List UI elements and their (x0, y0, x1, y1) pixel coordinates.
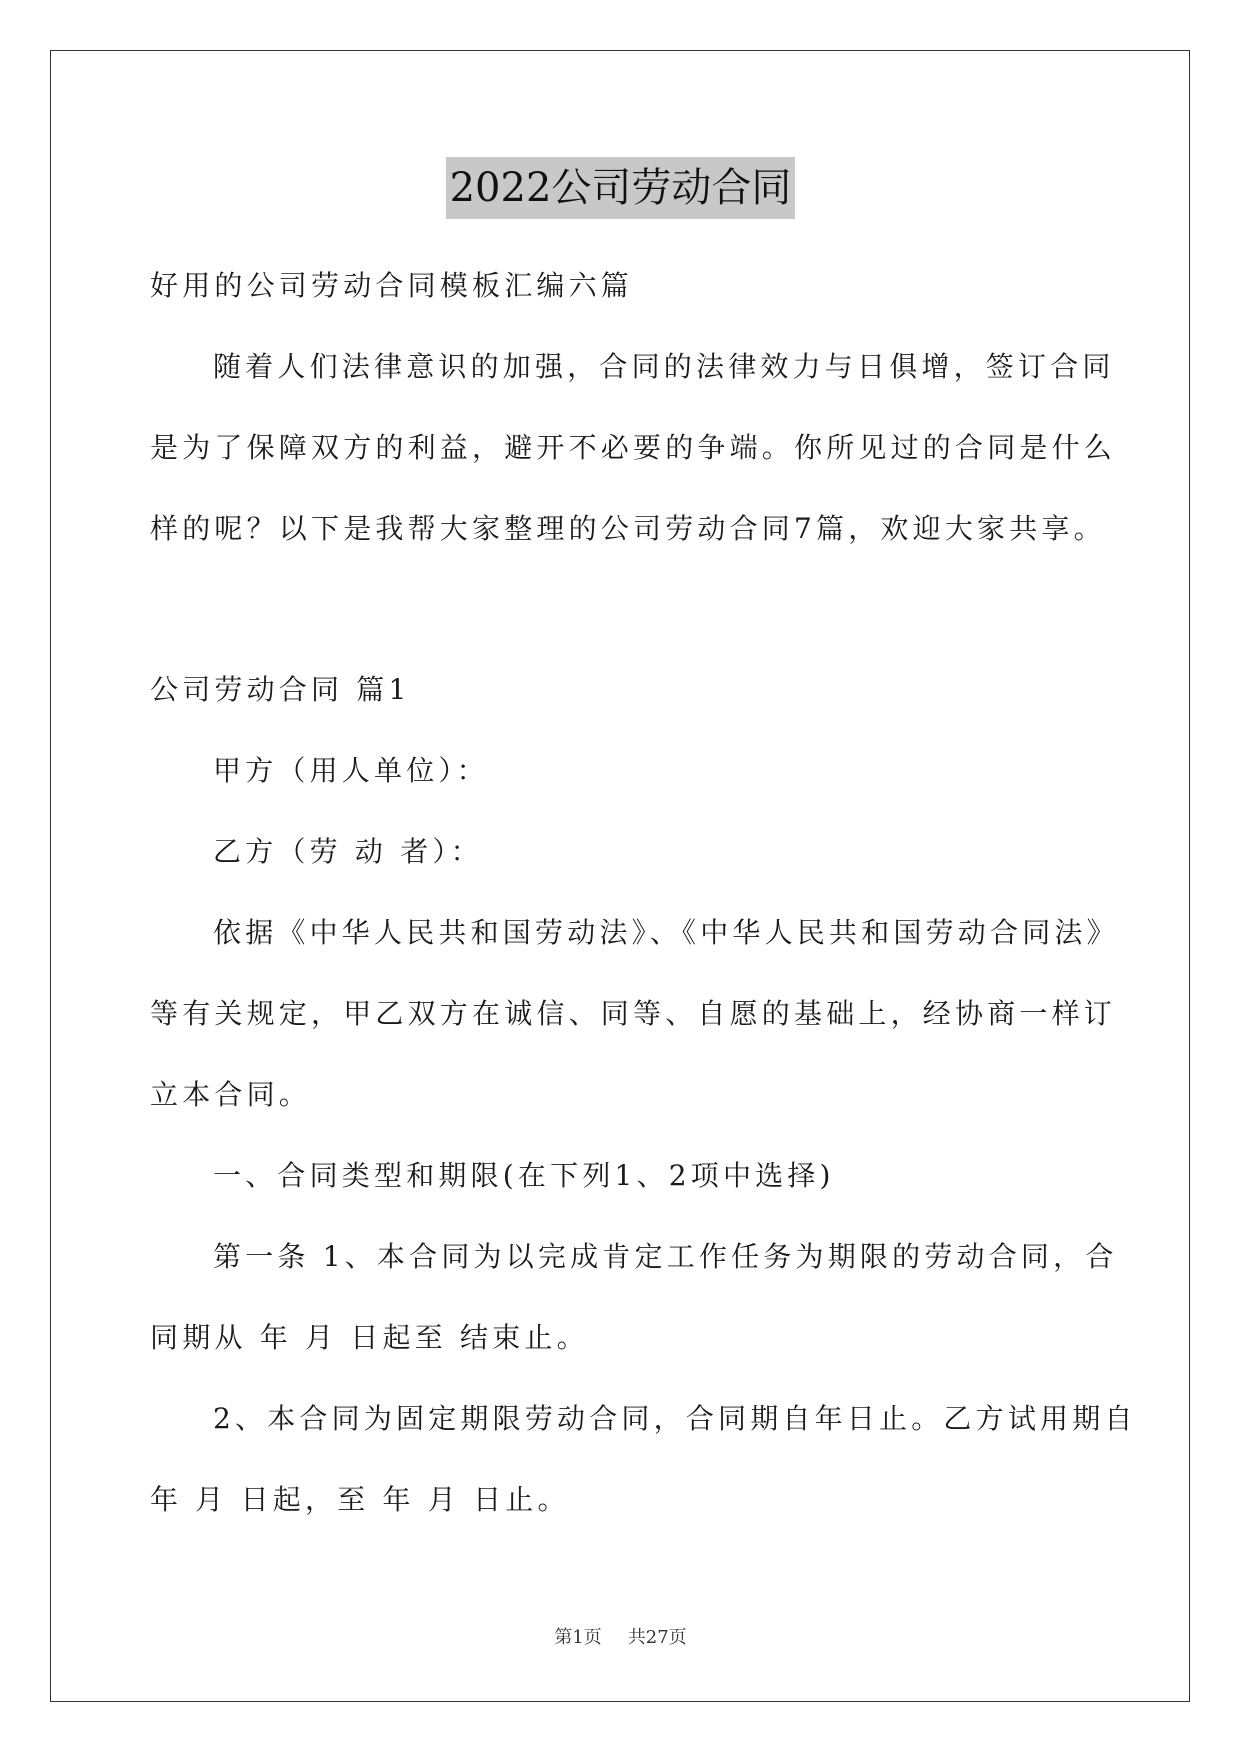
paragraph-line: 立本合同。 (150, 1078, 312, 1111)
party-b-line: 乙方（劳 动 者）： (213, 835, 483, 868)
paragraph-line: 依据《中华人民共和国劳动法》、《中华人民共和国劳动合同法》 (213, 916, 1119, 949)
title-container (0, 157, 1241, 219)
paragraph-line: 同期从 年 月 日起至 结束止。 (150, 1321, 589, 1354)
subtitle-line: 好用的公司劳动合同模板汇编六篇 (150, 269, 634, 302)
page-footer (0, 1623, 1241, 1649)
party-a-line: 甲方（用人单位）： (213, 754, 489, 787)
paragraph-line: 随着人们法律意识的加强，合同的法律效力与日俱增，签订合同 (213, 350, 1115, 383)
page-total: 共27页 (627, 1627, 687, 1648)
paragraph-line: 样的呢？以下是我帮大家整理的公司劳动合同7篇，欢迎大家共享。 (150, 512, 1106, 545)
paragraph-line: 第一条 1、本合同为以完成肯定工作任务为期限的劳动合同，合 (213, 1240, 1118, 1273)
paragraph-line: 等有关规定，甲乙双方在诚信、同等、自愿的基础上，经协商一样订 (150, 997, 1117, 1030)
section-heading: 公司劳动合同 篇1 (150, 673, 411, 706)
document-title: 2022公司劳动合同 (446, 157, 796, 219)
paragraph-line: 2、本合同为固定期限劳动合同，合同期自年日止。乙方试用期自 (213, 1402, 1137, 1435)
page-number: 第1页 (554, 1627, 602, 1648)
paragraph-line: 是为了保障双方的利益，避开不必要的争端。你所见过的合同是什么 (150, 431, 1117, 464)
paragraph-line: 年 月 日起，至 年 月 日止。 (150, 1483, 570, 1516)
clause-heading: 一、合同类型和期限(在下列1、2项中选择) (213, 1159, 835, 1192)
